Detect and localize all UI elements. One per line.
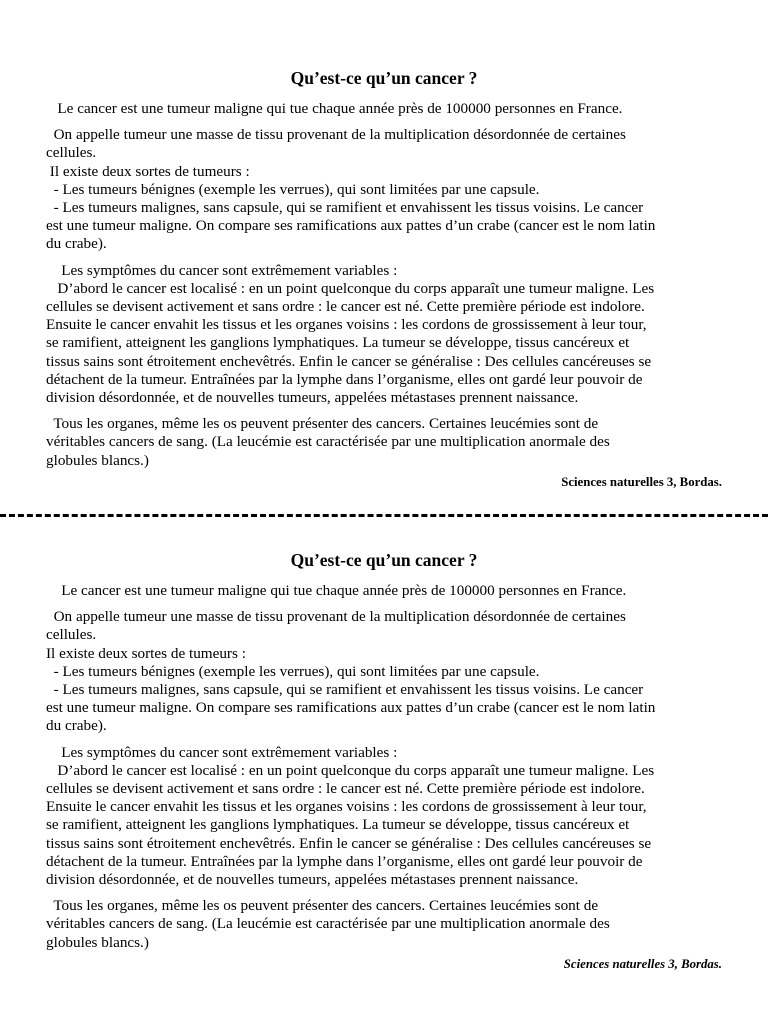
text-line: se ramifient, atteignent les ganglions lymphatiques. La tumeur se développe, tissus cancéreux et: [46, 816, 630, 834]
text-line: véritables cancers de sang. (La leucémie est caractérisée par une multiplication anormale des: [46, 915, 610, 933]
text-line: est une tumeur maligne. On compare ses ramifications aux pattes d’un crabe (cancer est le nom latin: [46, 699, 656, 717]
text-line: se ramifient, atteignent les ganglions lymphatiques. La tumeur se développe, tissus cancéreux et: [46, 334, 630, 352]
text-line: Il existe deux sortes de tumeurs :: [46, 644, 246, 662]
source-citation: Sciences naturelles 3, Bordas.: [563, 956, 722, 971]
text-line: du crabe).: [46, 235, 107, 253]
text-line: globules blancs.): [46, 933, 149, 951]
text-line: cellules.: [46, 144, 97, 162]
text-line: D’abord le cancer est localisé : en un point quelconque du corps apparaît une tumeur maligne. Les: [46, 279, 655, 297]
text-line: division désordonnée, et de nouvelles tumeurs, appelées métastases prennent naissance.: [46, 389, 579, 407]
text-line: Les symptômes du cancer sont extrêmement variables :: [46, 261, 398, 279]
text-copy-bottom: [46, 548, 722, 972]
dashed-cut-line: [0, 514, 768, 517]
text-line: véritables cancers de sang. (La leucémie est caractérisée par une multiplication anormale des: [46, 433, 610, 451]
text-line: Le cancer est une tumeur maligne qui tue chaque année près de 100000 personnes en France.: [46, 100, 623, 117]
text-line: tissus sains sont étroitement enchevêtrés. Enfin le cancer se généralise : Des cellules cancéreuses se: [46, 834, 652, 852]
text-line: - Les tumeurs malignes, sans capsule, qui se ramifient et envahissent les tissus voisins. Le cancer: [46, 681, 644, 699]
text-line: D’abord le cancer est localisé : en un point quelconque du corps apparaît une tumeur maligne. Les: [46, 761, 655, 779]
text-line: détachent de la tumeur. Entraînées par la lymphe dans l’organisme, elles ont gardé leur pouvoir de: [46, 852, 643, 870]
intro-paragraph: [46, 582, 722, 600]
text-line: Ensuite le cancer envahit les tissus et les organes voisins : les cordons de grossissement à leur tour,: [46, 316, 647, 334]
text-copy-top: [46, 66, 722, 490]
text-line: cellules se devisent activement et sans ordre : le cancer est né. Cette première période est indolore.: [46, 780, 645, 798]
text-line: cellules.: [46, 626, 97, 644]
tumor-definition-paragraph: [46, 608, 722, 735]
text-line: du crabe).: [46, 717, 107, 735]
text-line: Tous les organes, même les os peuvent présenter des cancers. Certaines leucémies sont de: [46, 415, 599, 433]
text-line: Il existe deux sortes de tumeurs :: [46, 162, 250, 180]
text-line: cellules se devisent activement et sans ordre : le cancer est né. Cette première période est indolore.: [46, 298, 645, 316]
intro-paragraph: [46, 100, 722, 118]
text-line: Le cancer est une tumeur maligne qui tue chaque année près de 100000 personnes en France.: [46, 582, 627, 599]
organs-paragraph: [46, 415, 722, 470]
tumor-definition-paragraph: [46, 126, 722, 253]
symptoms-paragraph: [46, 262, 722, 408]
text-line: est une tumeur maligne. On compare ses ramifications aux pattes d’un crabe (cancer est le nom latin: [46, 217, 656, 235]
organs-paragraph: [46, 897, 722, 952]
text-line: tissus sains sont étroitement enchevêtrés. Enfin le cancer se généralise : Des cellules cancéreuses se: [46, 352, 652, 370]
symptoms-paragraph: [46, 744, 722, 890]
document-title: Qu’est-ce qu’un cancer ?: [290, 550, 478, 570]
text-line: - Les tumeurs malignes, sans capsule, qui se ramifient et envahissent les tissus voisins. Le cancer: [46, 199, 644, 217]
text-line: Ensuite le cancer envahit les tissus et les organes voisins : les cordons de grossissement à leur tour,: [46, 798, 647, 816]
text-line: - Les tumeurs bénignes (exemple les verrues), qui sont limitées par une capsule.: [46, 180, 540, 198]
text-line: On appelle tumeur une masse de tissu provenant de la multiplication désordonnée de certaines: [46, 126, 626, 144]
source-citation: Sciences naturelles 3, Bordas.: [561, 474, 722, 489]
text-line: - Les tumeurs bénignes (exemple les verrues), qui sont limitées par une capsule.: [46, 662, 540, 680]
text-line: globules blancs.): [46, 451, 149, 469]
document-title: Qu’est-ce qu’un cancer ?: [290, 68, 478, 88]
text-line: Tous les organes, même les os peuvent présenter des cancers. Certaines leucémies sont de: [46, 897, 599, 915]
text-line: On appelle tumeur une masse de tissu provenant de la multiplication désordonnée de certaines: [46, 608, 626, 626]
text-line: détachent de la tumeur. Entraînées par la lymphe dans l’organisme, elles ont gardé leur pouvoir de: [46, 370, 643, 388]
text-line: division désordonnée, et de nouvelles tumeurs, appelées métastases prennent naissance.: [46, 871, 579, 889]
text-line: Les symptômes du cancer sont extrêmement variables :: [46, 743, 398, 761]
